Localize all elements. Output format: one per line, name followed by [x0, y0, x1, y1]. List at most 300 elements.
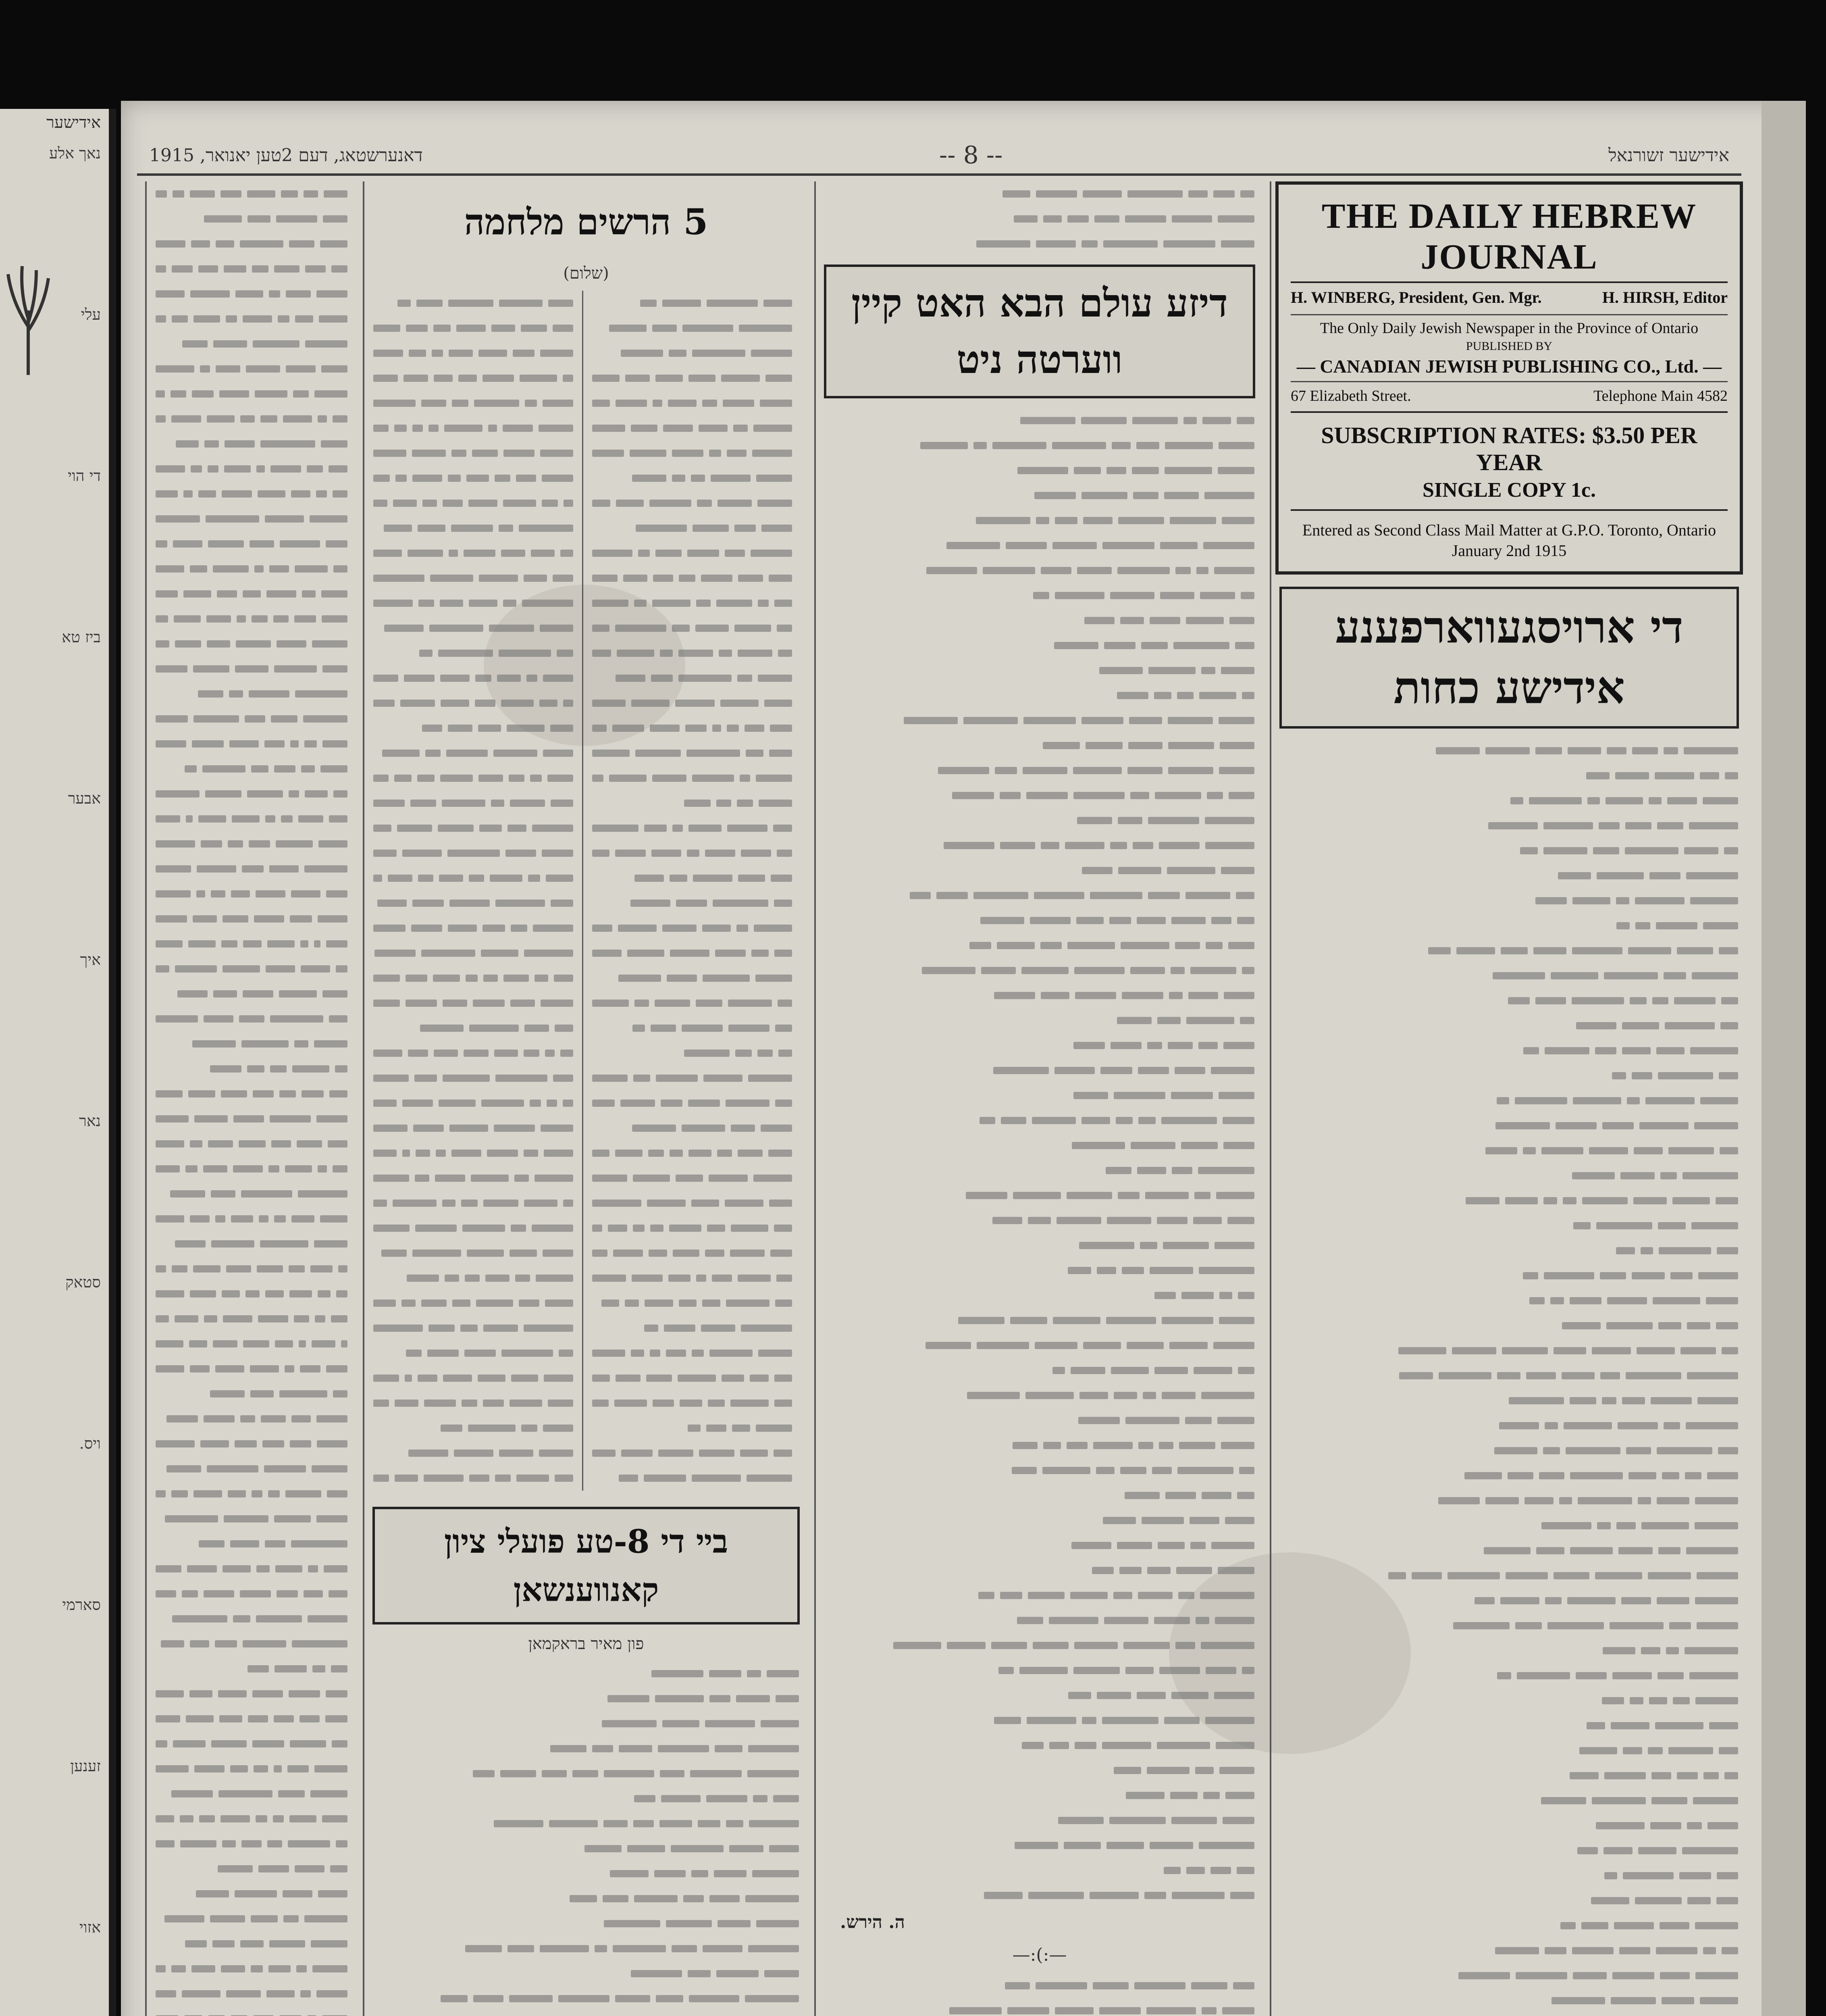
text-line [592, 766, 792, 791]
text-line [373, 1961, 799, 1986]
text-line [156, 456, 347, 481]
article-body-left-a [583, 291, 801, 1491]
text-line [1280, 1588, 1738, 1613]
text-line [373, 1661, 799, 1686]
previous-page-fragment [0, 109, 116, 2016]
text-line [825, 508, 1254, 533]
text-line [156, 1606, 347, 1631]
text-line [825, 1483, 1254, 1508]
text-line [592, 916, 792, 941]
text-line [1280, 1663, 1738, 1688]
text-line [156, 556, 347, 581]
text-line [825, 758, 1254, 783]
text-line [1280, 1313, 1738, 1338]
text-line [825, 1233, 1254, 1258]
text-line [592, 691, 792, 716]
previous-page-snippet: נאך אלע [49, 144, 101, 162]
text-line [825, 1358, 1254, 1383]
text-line [825, 1308, 1254, 1333]
text-line [373, 566, 573, 591]
text-line [373, 391, 573, 416]
text-line [156, 431, 347, 456]
text-line [156, 1781, 347, 1806]
text-line [592, 441, 792, 466]
text-line [156, 1631, 347, 1656]
text-line [156, 606, 347, 631]
text-line [825, 1658, 1254, 1683]
text-line [373, 1191, 573, 1216]
text-line [156, 756, 347, 781]
text-line [825, 1008, 1254, 1033]
text-line [592, 1141, 792, 1166]
previous-page-text [8, 141, 101, 2016]
text-line [825, 958, 1254, 983]
text-line [156, 506, 347, 531]
text-line [825, 1508, 1254, 1533]
text-line [373, 1041, 573, 1066]
text-line [1280, 1763, 1738, 1788]
text-line [825, 883, 1254, 908]
text-line [825, 1083, 1254, 1108]
text-line [1280, 1263, 1738, 1288]
issue-date: January 2nd 1915 [1452, 541, 1567, 560]
byline-bottom: פון מאיר בראקמאן [528, 1635, 644, 1653]
text-line [373, 1936, 799, 1961]
text-line [156, 681, 347, 706]
text-line [1280, 1863, 1738, 1888]
text-line [156, 1731, 347, 1756]
masthead-address: 67 Elizabeth Street. [1291, 387, 1411, 404]
text-line [156, 1156, 347, 1181]
text-line [373, 791, 573, 816]
text-line [156, 1231, 347, 1256]
text-line [156, 331, 347, 356]
text-line [373, 1861, 799, 1886]
text-line [592, 1441, 792, 1466]
masthead-president: H. WINBERG, President, Gen. Mgr. [1291, 288, 1542, 306]
text-line [373, 1241, 573, 1266]
text-line [373, 1216, 573, 1241]
text-line [592, 1366, 792, 1391]
text-line [1280, 838, 1738, 863]
text-line [156, 1006, 347, 1031]
text-line [373, 541, 573, 566]
text-line [1280, 1913, 1738, 1938]
text-line [156, 581, 347, 606]
text-line [1280, 1488, 1738, 1513]
previous-page-snippet: נאר [79, 1112, 101, 1130]
text-line [373, 291, 573, 316]
text-line [156, 1206, 347, 1231]
text-line [1280, 1213, 1738, 1238]
text-line [825, 533, 1254, 558]
text-line [373, 841, 573, 866]
text-line [1280, 1888, 1738, 1913]
text-line [373, 1341, 573, 1366]
text-line [373, 1116, 573, 1141]
text-line [156, 906, 347, 931]
text-line [825, 1283, 1254, 1308]
newspaper-page [121, 101, 1806, 2016]
headline-left: 5 הרשים מלחמה [464, 201, 708, 243]
text-line [825, 1258, 1254, 1283]
text-line [825, 733, 1254, 758]
text-line [373, 2011, 799, 2016]
text-line [156, 1381, 347, 1406]
article-top-center [816, 181, 1263, 256]
text-line [592, 1091, 792, 1116]
text-line [1280, 1788, 1738, 1813]
text-line [592, 1416, 792, 1441]
page-edge [1762, 101, 1806, 2016]
text-line [373, 591, 573, 616]
text-line [156, 856, 347, 881]
text-line [156, 1081, 347, 1106]
text-line [1280, 1513, 1738, 1538]
text-line [1280, 1088, 1738, 1113]
text-line [156, 806, 347, 831]
page-number: -- 8 -- [939, 141, 1003, 169]
text-line [825, 206, 1254, 231]
text-line [592, 1391, 792, 1416]
text-line [1280, 1113, 1738, 1138]
text-line [373, 1291, 573, 1316]
text-line [156, 1331, 347, 1356]
text-line [373, 491, 573, 516]
text-line [825, 658, 1254, 683]
text-line [373, 616, 573, 641]
text-line [156, 406, 347, 431]
previous-page-snippet: עלי [81, 306, 101, 323]
text-line [373, 966, 573, 991]
text-line [592, 516, 792, 541]
text-line [592, 716, 792, 741]
text-line [825, 1058, 1254, 1083]
text-line [592, 841, 792, 866]
text-line [825, 683, 1254, 708]
previous-page-snippet: אבער [68, 789, 101, 807]
text-line [156, 356, 347, 381]
text-line [156, 1531, 347, 1556]
text-line [1280, 1238, 1738, 1263]
text-line [156, 1831, 347, 1856]
article-body-right [1271, 738, 1747, 2016]
text-line [1280, 988, 1738, 1013]
previous-page-snippet: סארמי [62, 1596, 101, 1614]
text-line [592, 491, 792, 516]
text-line [1280, 1688, 1738, 1713]
text-line [825, 1558, 1254, 1583]
text-line [825, 1633, 1254, 1658]
text-line [156, 1981, 347, 2006]
text-line [825, 1833, 1254, 1858]
text-line [825, 1133, 1254, 1158]
column-left-group [363, 181, 808, 2016]
text-line [156, 181, 347, 206]
text-line [373, 1786, 799, 1811]
text-line [373, 741, 573, 766]
text-line [592, 891, 792, 916]
text-line [373, 1066, 573, 1091]
text-line [825, 983, 1254, 1008]
text-line [1280, 1063, 1738, 1088]
text-line [825, 1733, 1254, 1758]
text-line [373, 1711, 799, 1736]
text-line [825, 783, 1254, 808]
text-line [156, 1481, 347, 1506]
text-line [373, 1686, 799, 1711]
article-body-bottom [364, 1661, 808, 2016]
text-line [825, 1973, 1254, 1998]
running-head [137, 137, 1741, 176]
text-line [825, 858, 1254, 883]
text-line [1280, 1538, 1738, 1563]
text-line [156, 706, 347, 731]
text-line [592, 341, 792, 366]
text-line [156, 1181, 347, 1206]
text-line [373, 1316, 573, 1341]
text-line [592, 466, 792, 491]
text-line [156, 381, 347, 406]
text-line [592, 541, 792, 566]
text-line [825, 1408, 1254, 1433]
text-line [1280, 738, 1738, 763]
text-line [592, 666, 792, 691]
text-line [373, 1391, 573, 1416]
text-line [1280, 1038, 1738, 1063]
text-line [156, 1131, 347, 1156]
text-line [1280, 1138, 1738, 1163]
text-line [373, 416, 573, 441]
text-line [373, 1141, 573, 1166]
text-line [825, 633, 1254, 658]
text-line [825, 1808, 1254, 1833]
text-line [156, 931, 347, 956]
text-line [825, 1033, 1254, 1058]
text-line [156, 781, 347, 806]
headline-right: די ארויסגעווארפענע אידישע כחות [1279, 587, 1739, 729]
text-line [373, 716, 573, 741]
text-line [156, 1406, 347, 1431]
text-line [1280, 863, 1738, 888]
text-line [156, 1681, 347, 1706]
text-line [592, 866, 792, 891]
text-line [373, 341, 573, 366]
text-line [592, 1066, 792, 1091]
text-line [373, 1416, 573, 1441]
text-line [373, 1911, 799, 1936]
masthead [1275, 181, 1743, 575]
text-line [373, 1811, 799, 1836]
text-line [592, 1316, 792, 1341]
previous-page-snippet: איך [80, 951, 101, 968]
text-line [825, 1333, 1254, 1358]
text-line [156, 281, 347, 306]
text-line [373, 1886, 799, 1911]
text-line [1280, 1963, 1738, 1988]
text-line [1280, 1338, 1738, 1363]
text-line [156, 1806, 347, 1831]
text-line [825, 608, 1254, 633]
text-line [156, 1856, 347, 1881]
text-line [1280, 1188, 1738, 1213]
text-line [156, 1281, 347, 1306]
text-line [825, 458, 1254, 483]
text-line [373, 1836, 799, 1861]
text-line [592, 966, 792, 991]
text-line [156, 256, 347, 281]
text-line [1280, 1638, 1738, 1663]
text-line [1280, 1813, 1738, 1838]
text-line [156, 1431, 347, 1456]
previous-page-header: אידישער [46, 113, 101, 132]
text-line [825, 1433, 1254, 1458]
text-line [1280, 2013, 1738, 2016]
text-line [825, 433, 1254, 458]
text-line [156, 881, 347, 906]
text-line [156, 481, 347, 506]
text-line [156, 206, 347, 231]
text-line [373, 1736, 799, 1761]
text-line [156, 1656, 347, 1681]
text-line [373, 816, 573, 841]
text-line [592, 366, 792, 391]
text-line [592, 591, 792, 616]
subscription-rates: SUBSCRIPTION RATES: $3.50 PER YEAR [1321, 422, 1697, 475]
masthead-company: — CANADIAN JEWISH PUBLISHING CO., Ltd. — [1291, 356, 1728, 382]
headline-center: דיזע עולם הבא האט קיין ווערטה ניט [824, 264, 1255, 398]
text-line [592, 1241, 792, 1266]
previous-page-snippet: אזוי [79, 1918, 101, 1936]
text-line [592, 1116, 792, 1141]
text-line [156, 981, 347, 1006]
section-ornament: —:(:— [1012, 1945, 1067, 1965]
text-line [592, 416, 792, 441]
single-copy-price: SINGLE COPY 1c. [1291, 478, 1728, 511]
text-line [825, 1383, 1254, 1408]
text-line [373, 1091, 573, 1116]
text-line [592, 741, 792, 766]
text-line [373, 991, 573, 1016]
text-line [825, 558, 1254, 583]
text-line [373, 516, 573, 541]
text-line [373, 766, 573, 791]
text-line [1280, 763, 1738, 788]
text-line [1280, 913, 1738, 938]
text-line [156, 656, 347, 681]
text-line [1280, 1713, 1738, 1738]
text-line [825, 1608, 1254, 1633]
text-line [825, 483, 1254, 508]
text-line [825, 1583, 1254, 1608]
text-line [825, 1758, 1254, 1783]
text-line [156, 1581, 347, 1606]
text-line [1280, 1163, 1738, 1188]
article-continued-center [816, 1973, 1263, 2016]
text-line [592, 291, 792, 316]
text-line [592, 616, 792, 641]
mail-entry-notice: Entered as Second Class Mail Matter at G.P.O. Toronto, Ontario [1302, 521, 1716, 539]
text-line [592, 816, 792, 841]
text-line [156, 531, 347, 556]
running-head-title: אידישער זשורנאל [1608, 145, 1729, 166]
text-line [825, 1998, 1254, 2016]
article-body-far-left [147, 181, 356, 2016]
text-line [825, 1158, 1254, 1183]
text-line [156, 1356, 347, 1381]
column-center [814, 181, 1263, 2016]
text-line [156, 231, 347, 256]
text-line [373, 916, 573, 941]
masthead-title: THE DAILY HEBREW JOURNAL [1291, 196, 1728, 283]
text-line [156, 1906, 347, 1931]
text-line [373, 316, 573, 341]
text-line [592, 1191, 792, 1216]
article-signature: ה. הירש. [840, 1912, 905, 1933]
text-line [156, 1931, 347, 1956]
text-line [373, 866, 573, 891]
masthead-telephone: Telephone Main 4582 [1593, 387, 1728, 404]
previous-page-snippet: די הוי [68, 467, 101, 485]
text-line [1280, 1388, 1738, 1413]
text-line [373, 441, 573, 466]
byline-left: (שלום) [563, 264, 609, 283]
text-line [1280, 1738, 1738, 1763]
masthead-editor: H. HIRSH, Editor [1602, 288, 1728, 306]
article-body-center [816, 408, 1263, 1908]
text-line [1280, 963, 1738, 988]
text-line [373, 366, 573, 391]
text-line [825, 933, 1254, 958]
text-line [825, 1683, 1254, 1708]
text-line [825, 583, 1254, 608]
text-line [592, 1266, 792, 1291]
text-line [825, 908, 1254, 933]
text-line [373, 691, 573, 716]
text-line [156, 1106, 347, 1131]
text-line [156, 1456, 347, 1481]
running-head-date: דאנערשטאג, דעם 2טען יאנואר, 1915 [149, 145, 423, 166]
previous-page-snippet: סטאק [65, 1273, 101, 1291]
text-line [825, 231, 1254, 256]
text-line [1280, 1013, 1738, 1038]
text-line [592, 566, 792, 591]
text-line [825, 408, 1254, 433]
text-line [156, 1031, 347, 1056]
text-line [373, 666, 573, 691]
text-line [1280, 1838, 1738, 1863]
text-line [1280, 1463, 1738, 1488]
text-line [1280, 1363, 1738, 1388]
text-line [156, 831, 347, 856]
article-body-left-b [364, 291, 582, 1491]
text-line [156, 306, 347, 331]
text-line [592, 1466, 792, 1491]
text-line [373, 1986, 799, 2011]
text-line [1280, 1413, 1738, 1438]
text-line [592, 1041, 792, 1066]
text-line [592, 1291, 792, 1316]
text-line [592, 641, 792, 666]
text-line [592, 316, 792, 341]
text-line [1280, 813, 1738, 838]
headline-bottom: בײ די 8-טע פועלי ציון קאנווענשאן [372, 1507, 800, 1624]
text-line [1280, 888, 1738, 913]
text-line [156, 1756, 347, 1781]
text-line [592, 1216, 792, 1241]
text-line [825, 1208, 1254, 1233]
text-line [156, 1306, 347, 1331]
